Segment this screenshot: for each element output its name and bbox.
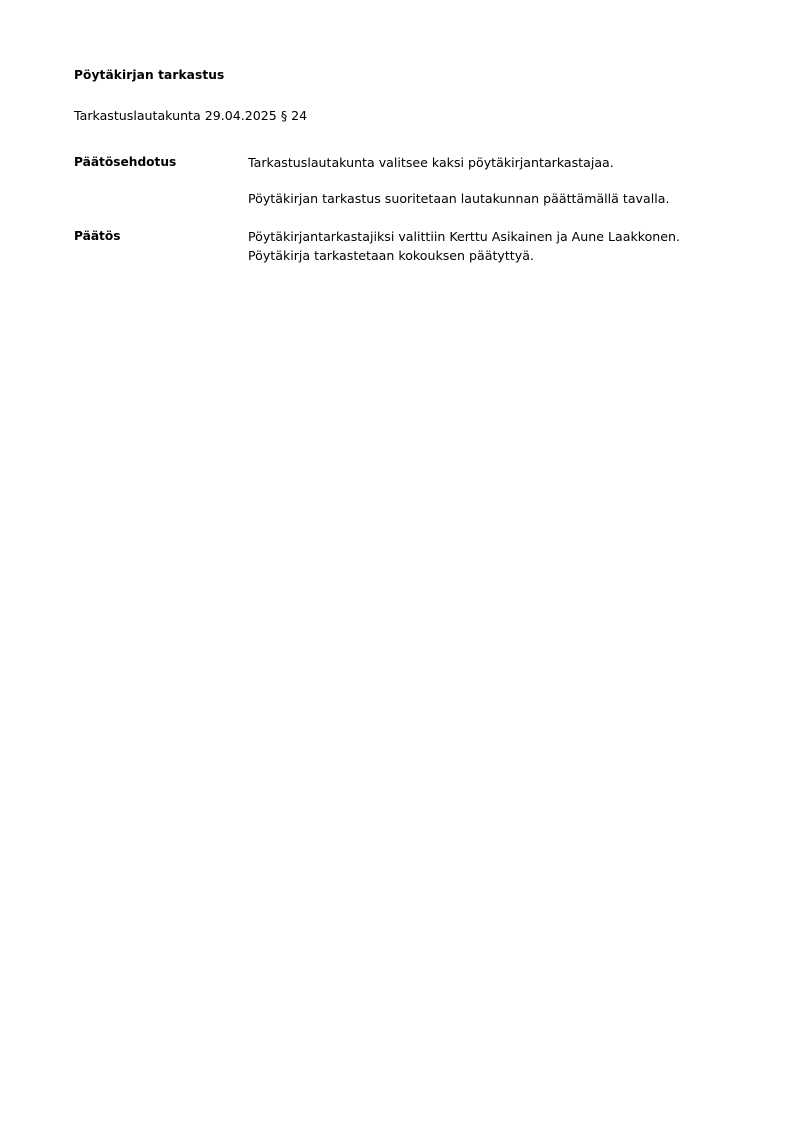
section-decision (74, 228, 722, 264)
paragraph: Pöytäkirjantarkastajiksi valittiin Kerttu Asikainen ja Aune Laakkonen. (248, 229, 680, 245)
section-decision-proposal (74, 154, 722, 207)
paragraph: Pöytäkirja tarkastetaan kokouksen päätyttyä. (248, 248, 534, 264)
section-body-decision (248, 228, 694, 264)
meeting-reference: Tarkastuslautakunta 29.04.2025 § 24 (74, 107, 308, 123)
page-title: Pöytäkirjan tarkastus (74, 68, 225, 82)
paragraph: Pöytäkirjan tarkastus suoritetaan lautakunnan päättämällä tavalla. (248, 191, 670, 207)
section-label-decision-proposal: Päätösehdotus (74, 155, 177, 170)
section-label-decision: Päätös (74, 229, 121, 244)
section-body-decision-proposal (248, 154, 694, 207)
paragraph: Tarkastuslautakunta valitsee kaksi pöytäkirjantarkastajaa. (248, 155, 614, 171)
